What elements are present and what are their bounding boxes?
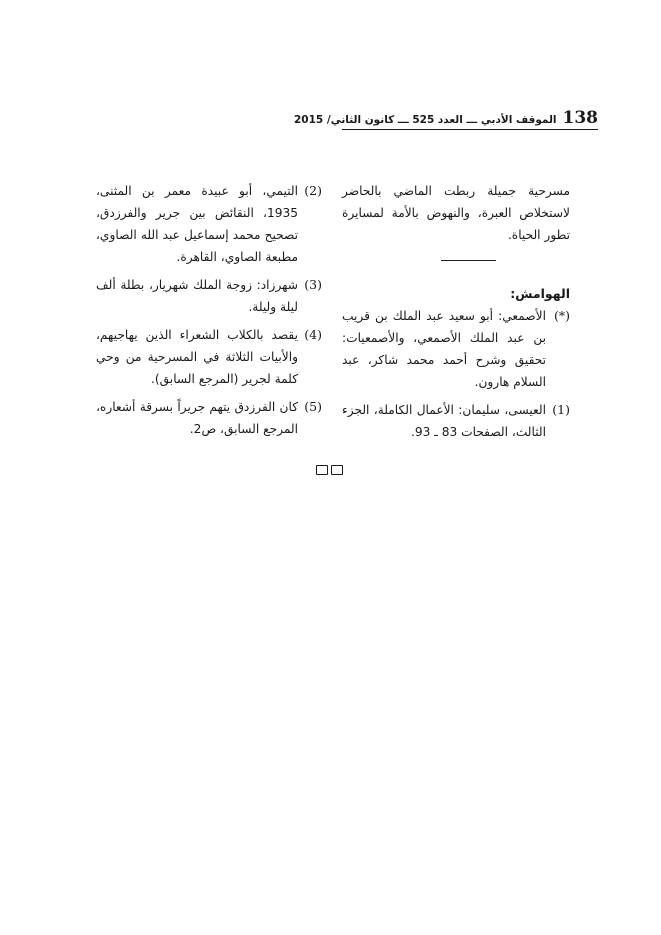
end-square-icon [331, 465, 343, 475]
footnote-2 [96, 180, 322, 268]
footnote-number: (5) [304, 399, 322, 414]
footnote-star [342, 305, 570, 393]
footnote-1 [342, 399, 570, 443]
footnote-text: الأصمعي: أبو سعيد عبد الملك بن قريب بن عبد الملك الأصمعي، والأصمعيات: تحقيق وشرح أحمد محمد شاكر، عبد السلام هارون. [342, 309, 546, 389]
footnote-text: التيمي، أبو عبيدة معمر بن المثنى، 1935، النقائض بين جرير والفرزدق، تصحيح محمد إسماعيل عبد الله الصاوي، مطبعة الصاوي، القاهرة. [96, 184, 298, 264]
end-square-icon [316, 465, 328, 475]
footnote-text: العيسى، سليمان: الأعمال الكاملة، الجزء الثالث، الصفحات 83 ـ 93. [342, 403, 546, 439]
footnote-number: (2) [304, 183, 322, 198]
footnote-text: كان الفرزدق يتهم جريراً بسرقة أشعاره، المرجع السابق، ص2. [96, 400, 298, 436]
section-separator [441, 260, 496, 261]
footnote-number: (*) [553, 308, 570, 323]
footnote-3 [96, 274, 322, 318]
footnote-text: يقصد بالكلاب الشعراء الذين يهاجيهم، والأبيات الثلاثة في المسرحية من وحي كلمة لجرير (المرجع السابق). [96, 328, 298, 386]
page-number: 138 [562, 108, 598, 128]
footnote-4 [96, 324, 322, 390]
running-header [294, 106, 598, 128]
footnote-number: (3) [304, 277, 322, 292]
footnote-text: شهرزاد: زوجة الملك شهريار، بطلة ألف ليلة وليلة. [96, 278, 298, 314]
header-rule [342, 129, 598, 130]
footnote-number: (4) [304, 327, 322, 342]
running-title: الموقف الأدبي ـــ العدد 525 ـــ كانون الثاني/ 2015 [294, 114, 557, 126]
left-column [96, 180, 322, 440]
notes-heading: الهوامش: [510, 286, 570, 301]
end-of-article-mark [316, 465, 344, 477]
footnote-number: (1) [552, 402, 570, 417]
body-paragraph: مسرحية جميلة ربطت الماضي بالحاضر لاستخلاص العبرة، والنهوض بالأمة لمسايرة تطور الحياة. [342, 184, 570, 242]
footnote-5 [96, 396, 322, 440]
right-column [342, 180, 570, 443]
